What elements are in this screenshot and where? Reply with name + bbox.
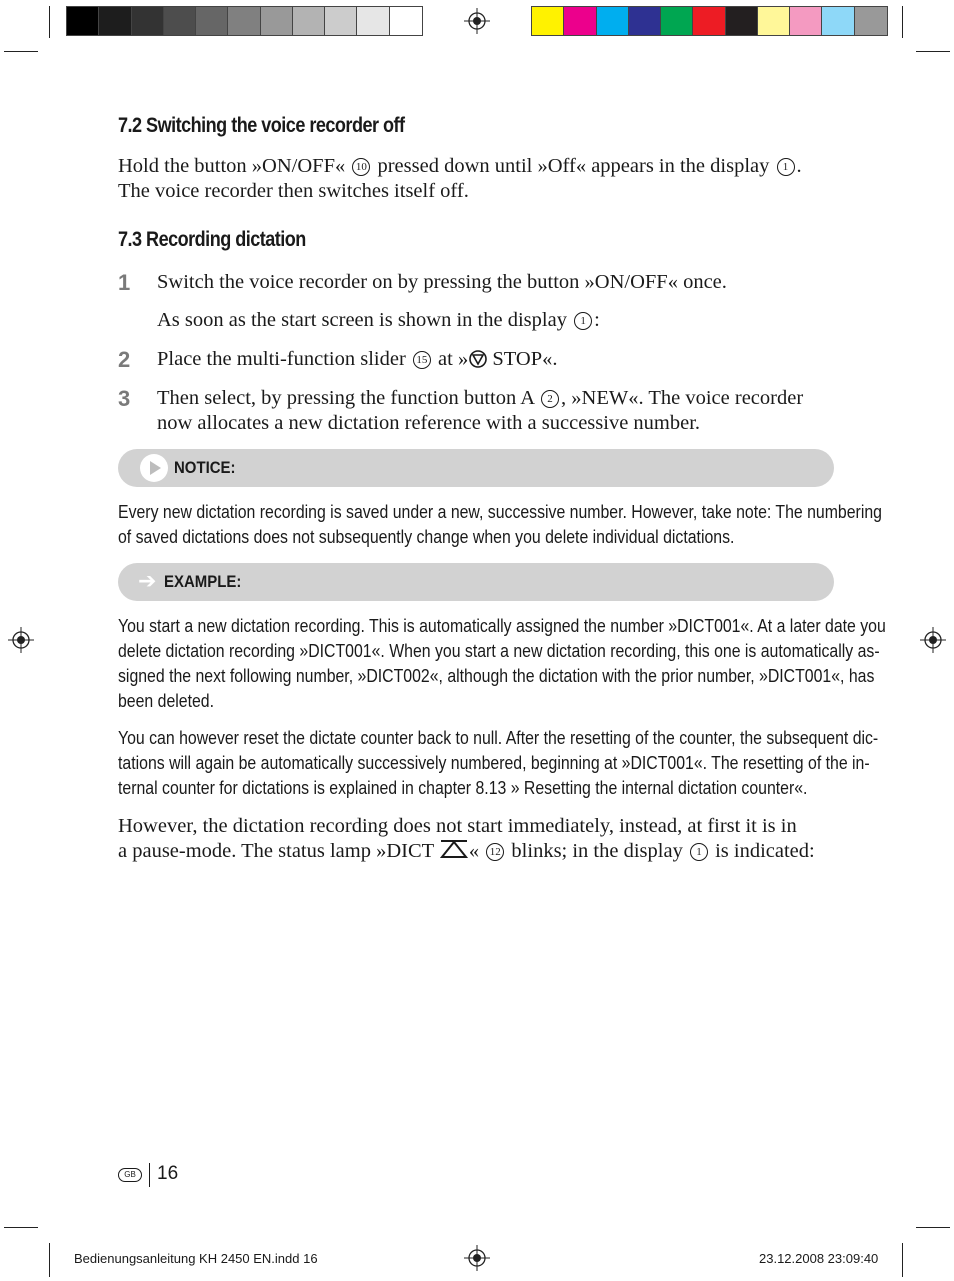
section-heading-7-3: 7.3 Recording dictation	[118, 228, 306, 251]
crop-mark-bottom-right-h	[916, 1227, 950, 1228]
registration-mark-left-icon	[8, 627, 34, 653]
country-badge: GB	[118, 1168, 142, 1182]
color-swatch	[726, 7, 758, 35]
ref-number-badge: 12	[486, 843, 504, 861]
step-number-2: 2	[118, 347, 131, 372]
color-swatch	[99, 7, 131, 35]
color-swatch	[693, 7, 725, 35]
color-swatch	[790, 7, 822, 35]
example-paragraph-2: You can however reset the dictate counter back to null. After the resetting of the counter, the subsequent dic- tations will again be automatically successively numbered, beginning at »DICT001«. The resetting of the in- ternal counter for dictations is explained in chapter 8.13 » Resetting the internal dictation counter«.	[118, 728, 879, 798]
color-swatch	[532, 7, 564, 35]
slug-datetime: 23.12.2008 23:09:40	[759, 1251, 879, 1266]
ref-number-badge: 1	[777, 158, 795, 176]
registration-mark-top-icon	[464, 8, 490, 34]
color-swatch	[228, 7, 260, 35]
color-swatch	[629, 7, 661, 35]
step-3-line-2: now allocates a new dictation reference with a successive number.	[157, 412, 701, 434]
ref-number-badge: 15	[413, 351, 431, 369]
ref-number-badge: 2	[541, 390, 559, 408]
section-7-2-line-1: Hold the button »ON/OFF« 10 pressed down until »Off« appears in the display 1 .	[118, 155, 802, 177]
ref-number-badge: 10	[352, 158, 370, 176]
stop-symbol-icon	[469, 350, 487, 375]
color-swatch	[261, 7, 293, 35]
color-swatch	[855, 7, 887, 35]
color-swatch	[196, 7, 228, 35]
ref-number-badge: 1	[574, 312, 592, 330]
step-3-text	[157, 386, 837, 436]
color-swatch	[325, 7, 357, 35]
registration-mark-right-icon	[920, 627, 946, 653]
color-swatch	[357, 7, 389, 35]
crop-mark-bottom-left-v	[49, 1243, 50, 1277]
step-1-text: Switch the voice recorder on by pressing the button »ON/OFF« once.	[157, 271, 727, 293]
slug-filename: Bedienungsanleitung KH 2450 EN.indd 16	[74, 1251, 318, 1266]
color-swatch	[661, 7, 693, 35]
example-label: EXAMPLE:	[164, 572, 242, 591]
color-swatch	[822, 7, 854, 35]
color-swatch	[758, 7, 790, 35]
footer-divider	[149, 1163, 150, 1187]
closing-paragraph: However, the dictation recording does not start immediately, instead, at first it is in a pause-mode. The status lamp »DICT « 12 blinks; in the display 1 is indicated:	[118, 814, 858, 866]
process-color-bar	[531, 6, 888, 36]
color-swatch	[597, 7, 629, 35]
grayscale-color-bar	[66, 6, 423, 36]
page-number: 16	[157, 1163, 179, 1184]
step-number-1: 1	[118, 270, 131, 295]
color-swatch	[132, 7, 164, 35]
crop-mark-bottom-left-h	[4, 1227, 38, 1228]
step-1-subtext: As soon as the start screen is shown in the display 1 :	[157, 309, 600, 331]
registration-mark-bottom-icon	[464, 1245, 490, 1271]
arrow-right-icon: ➔	[138, 569, 157, 594]
example-paragraph-1: You start a new dictation recording. This is automatically assigned the number »DICT001«. At a later date you delete dictation recording »DICT001«. When you start a new dictation recording, this one is automatically as- signed the next following number, »DICT002«, although the dictation with the prior number, »DICT001«, has been deleted.	[118, 616, 886, 711]
crop-mark-top-right-h	[916, 51, 950, 52]
dict-lamp-icon	[439, 839, 469, 866]
crop-mark-bottom-right-v	[902, 1243, 903, 1277]
crop-mark-top-left-h	[4, 51, 38, 52]
color-swatch	[564, 7, 596, 35]
step-3-line-1: Then select, by pressing the function button A 2 , »NEW«. The voice recorder	[157, 387, 804, 409]
notice-banner	[118, 449, 834, 487]
crop-mark-top-left-v	[49, 6, 50, 38]
crop-mark-top-right-v	[902, 6, 903, 38]
color-swatch	[293, 7, 325, 35]
section-7-2-paragraph	[118, 154, 834, 204]
step-2-text: Place the multi-function slider 15 at » STOP«.	[157, 347, 837, 375]
section-heading-7-2: 7.2 Switching the voice recorder off	[118, 114, 405, 137]
color-swatch	[390, 7, 422, 35]
play-icon	[140, 454, 168, 482]
color-swatch	[164, 7, 196, 35]
color-swatch	[67, 7, 99, 35]
example-banner	[118, 563, 834, 601]
step-number-3: 3	[118, 386, 131, 411]
section-7-2-line-2: The voice recorder then switches itself off.	[118, 180, 469, 202]
ref-number-badge: 1	[690, 843, 708, 861]
notice-text: Every new dictation recording is saved under a new, successive number. However, take note: The numbering of saved dictations does not subsequently change when you delete individual dictations.	[118, 502, 882, 547]
closing-line-2: a pause-mode. The status lamp »DICT « 12 blinks; in the display 1 is indicated:	[118, 839, 858, 866]
notice-label: NOTICE:	[174, 458, 236, 477]
